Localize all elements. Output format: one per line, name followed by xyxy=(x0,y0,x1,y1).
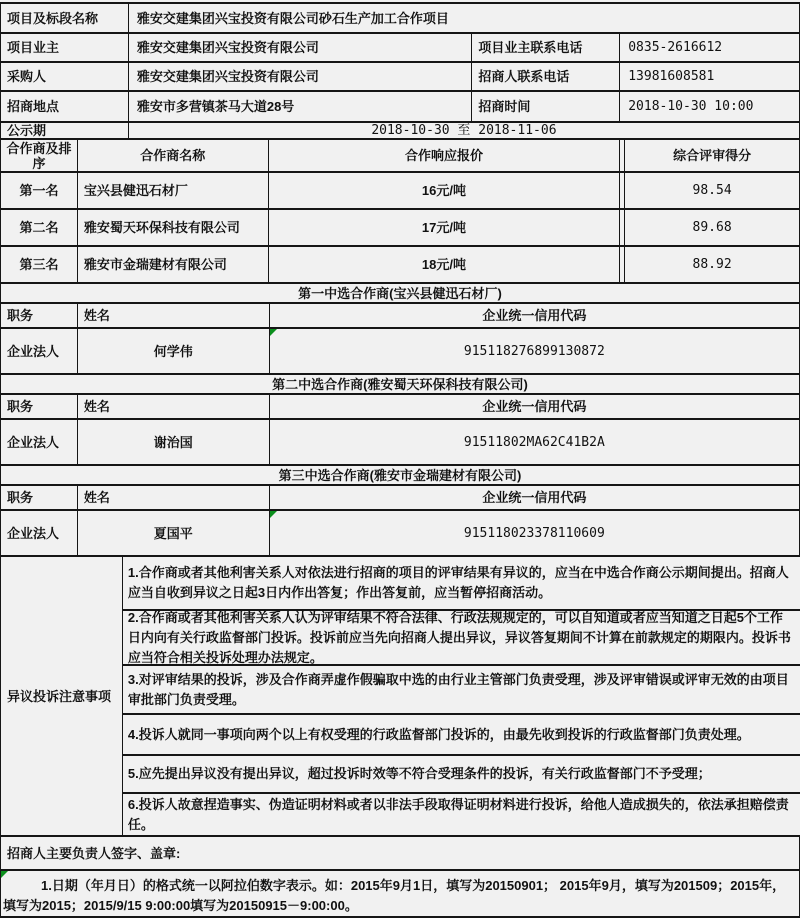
objection-item-1-text: 1.合作商或者其他利害关系人对依法进行招商的项目的评审结果有异议的，应当在中选合作商公示期间提出。招商人应当自收到异议之日起3日内作出答复；作出答复前，应当暂停招商活动。 xyxy=(127,565,789,600)
winner-2-role: 企业法人 xyxy=(1,420,78,464)
project-title: 雅安交建集团兴宝投资有限公司砂石生产加工合作项目 xyxy=(129,4,800,32)
result-table xyxy=(0,2,800,918)
ranking-header-row xyxy=(1,140,800,173)
objection-item-3-text: 3.对评审结果的投诉，涉及合作商弄虚作假骗取中选的由行业主管部门负责受理，涉及评审错误或评审无效的由项目审批部门负责受理。 xyxy=(127,671,789,707)
rank-2-label: 第二名 xyxy=(1,210,78,245)
winner-1-banner-row xyxy=(1,284,800,304)
owner-row xyxy=(1,34,800,63)
date-note-text: 1.日期（年月日）的格式统一以阿拉伯数字表示。如：2015年9月1日，填写为20150901； 2015年9月，填写为201509；2015年，填写为2015；2015/9/15 9:00:00填写为20150915－9:00:00。 xyxy=(3,878,786,913)
cell-flag-icon xyxy=(270,329,277,336)
publicity-row xyxy=(1,123,800,140)
winner-2-role-header: 职务 xyxy=(1,395,78,418)
rank-3-name: 雅安市金瑞建材有限公司 xyxy=(78,247,269,282)
objection-items xyxy=(123,557,800,835)
purchaser-label: 采购人 xyxy=(1,63,129,90)
objection-row xyxy=(1,557,800,837)
purchaser-row xyxy=(1,63,800,92)
objection-item-6-text: 6.投诉人故意捏造事实、伪造证明材料或者以非法手段取得证明材料进行投诉，给他人造成损失的，依法承担赔偿责任。 xyxy=(127,796,789,832)
location-row xyxy=(1,92,800,123)
recruiter-phone-label: 招商人联系电话 xyxy=(472,63,620,90)
objection-item-2-text: 2.合作商或者其他利害关系人认为评审结果不符合法律、行政法规规定的，可以自知道或者应当知道之日起5个工作日内向有关行政监督部门投诉。投诉前应当先向招商人提出异议，异议答复期间不计算在前款规定的期限内。投诉书应当符合相关投诉处理办法规定。 xyxy=(127,609,791,665)
rank-3-row xyxy=(1,247,800,284)
owner-label: 项目业主 xyxy=(1,34,129,61)
project-title-row xyxy=(1,4,800,34)
winner-1-code-value: 915118276899130872 xyxy=(463,343,605,359)
objection-item-3 xyxy=(123,666,800,715)
ranking-header-price: 合作响应报价 xyxy=(269,140,621,171)
objection-item-5 xyxy=(123,756,800,794)
winner-1-person: 何学伟 xyxy=(78,329,270,373)
date-note-row xyxy=(1,871,800,918)
location-label: 招商地点 xyxy=(1,92,129,121)
winner-1-role-header: 职务 xyxy=(1,304,78,327)
winner-3-header-row xyxy=(1,486,800,511)
winner-3-banner: 第三中选合作商(雅安市金瑞建材有限公司) xyxy=(1,466,800,484)
winner-1-name-header: 姓名 xyxy=(78,304,270,327)
rank-1-row xyxy=(1,173,800,210)
objection-item-1 xyxy=(123,557,800,611)
purchaser-value: 雅安交建集团兴宝投资有限公司 xyxy=(129,63,473,90)
location-value: 雅安市多营镇茶马大道28号 xyxy=(129,92,473,121)
winner-3-data-row xyxy=(1,511,800,557)
objection-item-4 xyxy=(123,715,800,756)
owner-value: 雅安交建集团兴宝投资有限公司 xyxy=(129,34,473,61)
rank-1-label: 第一名 xyxy=(1,173,78,208)
winner-2-person: 谢治国 xyxy=(78,420,270,464)
winner-3-person: 夏国平 xyxy=(78,511,270,555)
recruiter-phone-value: 13981608581 xyxy=(620,63,800,90)
publicity-value: 2018-10-30 至 2018-11-06 xyxy=(129,123,800,138)
objection-label: 异议投诉注意事项 xyxy=(1,557,123,835)
owner-phone-label: 项目业主联系电话 xyxy=(472,34,620,61)
winner-2-header-row xyxy=(1,395,800,420)
rank-1-score: 98.54 xyxy=(625,173,800,208)
winner-2-data-row xyxy=(1,420,800,466)
winner-1-header-row xyxy=(1,304,800,329)
signature-row xyxy=(1,837,800,871)
winner-1-banner: 第一中选合作商(宝兴县健迅石材厂) xyxy=(1,284,800,302)
rank-3-price: 18元/吨 xyxy=(269,247,621,282)
winner-1-code-header: 企业统一信用代码 xyxy=(270,304,800,327)
winner-1-code xyxy=(270,329,800,373)
objection-item-2 xyxy=(123,611,800,666)
cell-flag-icon xyxy=(1,871,8,878)
winner-2-banner: 第二中选合作商(雅安蜀天环保科技有限公司) xyxy=(1,375,800,393)
project-label: 项目及标段名称 xyxy=(1,4,129,32)
cell-flag-icon xyxy=(270,511,277,518)
winner-3-code-header: 企业统一信用代码 xyxy=(270,486,800,509)
rank-2-name: 雅安蜀天环保科技有限公司 xyxy=(78,210,269,245)
winner-3-role-header: 职务 xyxy=(1,486,78,509)
rank-1-name: 宝兴县健迅石材厂 xyxy=(78,173,269,208)
objection-item-4-text: 4.投诉人就同一事项向两个以上有权受理的行政监督部门投诉的，由最先收到投诉的行政监督部门负责处理。 xyxy=(127,726,750,742)
publicity-label: 公示期 xyxy=(1,123,129,138)
rank-2-row xyxy=(1,210,800,247)
winner-2-name-header: 姓名 xyxy=(78,395,270,418)
winner-1-role: 企业法人 xyxy=(1,329,78,373)
time-value: 2018-10-30 10:00 xyxy=(620,92,800,121)
ranking-header-score: 综合评审得分 xyxy=(625,140,800,171)
rank-2-price: 17元/吨 xyxy=(269,210,621,245)
winner-2-code-header: 企业统一信用代码 xyxy=(270,395,800,418)
rank-3-score: 88.92 xyxy=(625,247,800,282)
winner-3-role: 企业法人 xyxy=(1,511,78,555)
rank-2-score: 89.68 xyxy=(625,210,800,245)
ranking-header-rank: 合作商及排序 xyxy=(1,140,78,171)
objection-item-6 xyxy=(123,794,800,835)
owner-phone-value: 0835-2616612 xyxy=(620,34,800,61)
winner-3-banner-row xyxy=(1,466,800,486)
winner-1-data-row xyxy=(1,329,800,375)
winner-3-code xyxy=(270,511,800,555)
winner-2-code xyxy=(270,420,800,464)
time-label: 招商时间 xyxy=(472,92,620,121)
winner-3-name-header: 姓名 xyxy=(78,486,270,509)
objection-item-5-text: 5.应先提出异议没有提出异议，超过投诉时效等不符合受理条件的投诉，有关行政监督部门不予受理； xyxy=(127,766,711,781)
ranking-header-name: 合作商名称 xyxy=(78,140,269,171)
signature-line: 招商人主要负责人签字、盖章: xyxy=(1,837,800,869)
date-note-cell xyxy=(1,871,800,916)
winner-2-code-value: 91511802MA62C41B2A xyxy=(463,434,605,450)
rank-3-label: 第三名 xyxy=(1,247,78,282)
winner-2-banner-row xyxy=(1,375,800,395)
winner-3-code-value: 915118023378110609 xyxy=(463,525,605,541)
rank-1-price: 16元/吨 xyxy=(269,173,621,208)
